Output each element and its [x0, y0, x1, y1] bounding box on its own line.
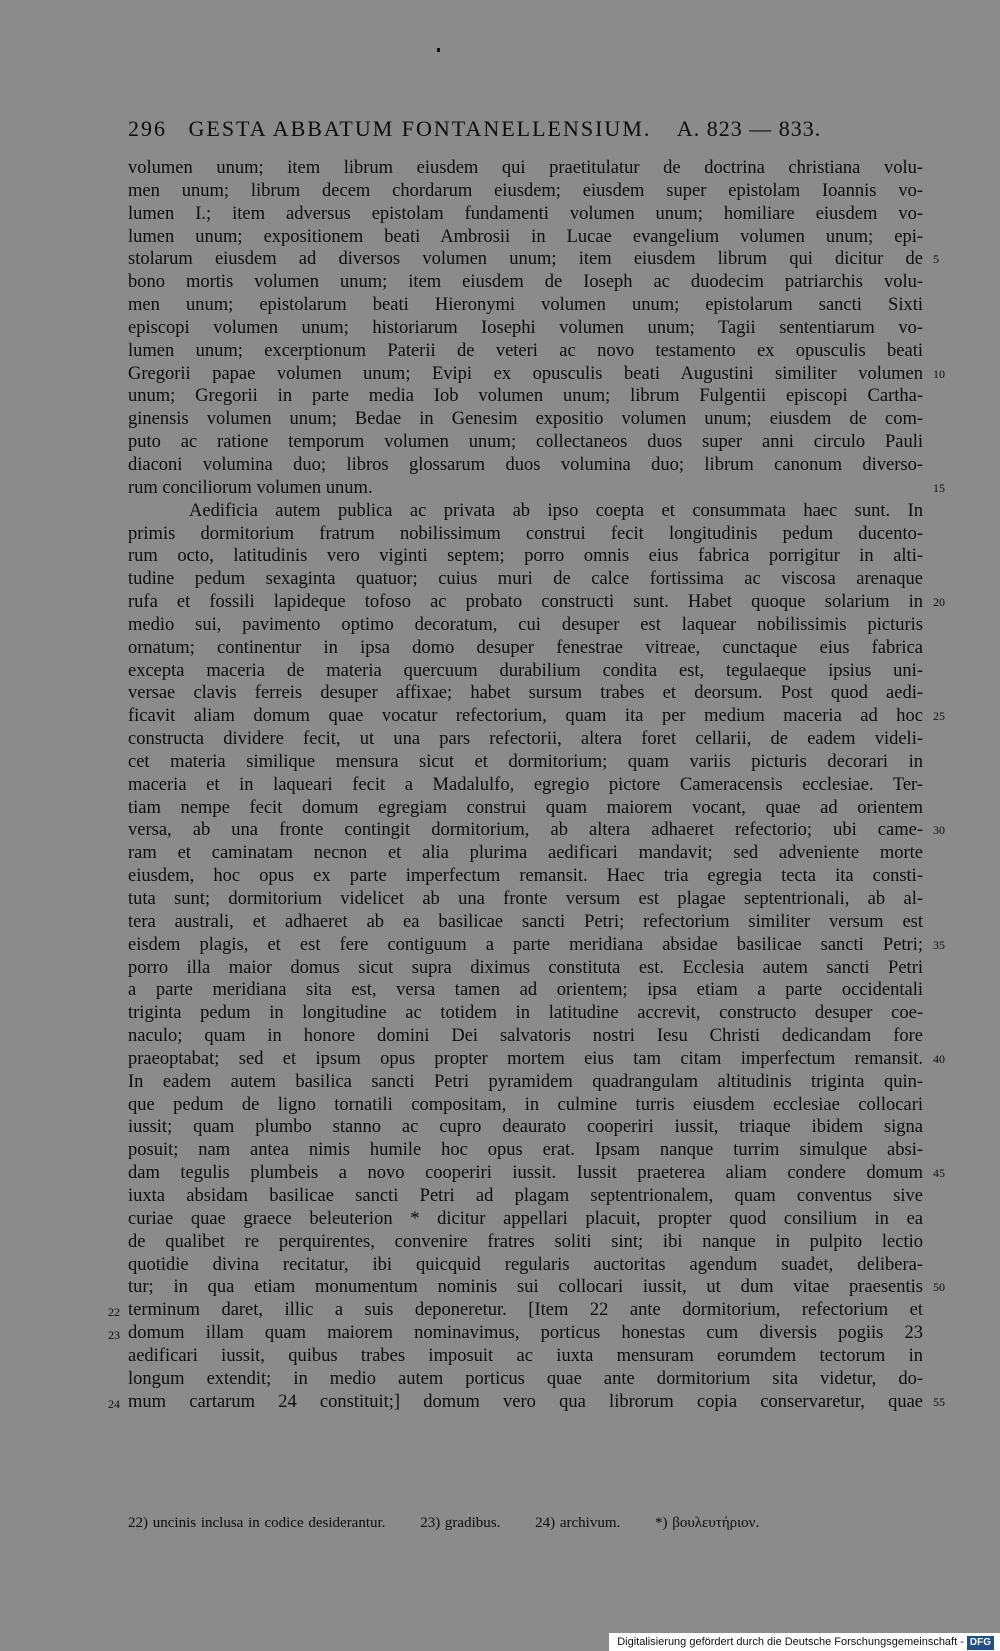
- page-number: 296: [128, 116, 167, 141]
- text-line: [128, 865, 928, 888]
- line-text: lumen unum; excerptionum Paterii de veteri ac novo testamento ex opusculis beati: [128, 340, 923, 361]
- text-line: [128, 1048, 945, 1071]
- text-line: [128, 819, 945, 842]
- line-text: terminum daret, illic a suis deponeretur. [Item 22 ante dormitorium, refectorium et: [128, 1300, 923, 1321]
- line-text: ginensis volumen unum; Bedae in Genesim expositio volumen unum; eiusdem de com-: [128, 409, 923, 430]
- text-line: [128, 1116, 928, 1139]
- footnote-23: 23) gradibus.: [420, 1515, 501, 1531]
- line-text: constructa dividere fecit, ut una pars refectorii, altera foret cellarii, de eadem videli-: [128, 729, 923, 750]
- text-line: [108, 1299, 928, 1322]
- text-line: [128, 888, 928, 911]
- text-line: [108, 1322, 928, 1345]
- line-text: domum illam quam maiorem nominavimus, porticus honestas cum diversis pogiis 23: [128, 1323, 923, 1344]
- line-text: iuxta absidam basilicae sancti Petri ad plagam septentrionalem, quam conventus sive: [128, 1185, 923, 1206]
- text-line: [128, 363, 945, 386]
- text-line: [128, 454, 928, 477]
- year-range: A. 823 — 833.: [676, 116, 822, 141]
- line-text: de qualibet re perquirentes, convenire fratres soliti sint; ibi nanque in pulpito lectio: [128, 1231, 923, 1252]
- main-text: [108, 157, 945, 1413]
- line-text: bono mortis volumen unum; item eiusdem de Ioseph ac duodecim patriarchis volu-: [128, 272, 923, 293]
- running-title: GESTA ABBATUM FONTANELLENSIUM.: [188, 116, 652, 141]
- text-line: [128, 431, 928, 454]
- line-text: tuta sunt; dormitorium videlicet ab una fronte versum est plagae septentrionali, ab al-: [128, 889, 923, 909]
- ink-speck: [437, 48, 440, 52]
- line-text: eisdem plagis, et est fere contiguum a parte meridiana absidae basilicae sancti Petri;: [128, 934, 923, 955]
- text-line: [128, 1231, 928, 1254]
- line-text: praeoptabat; sed et ipsum opus propter mortem eius tam citam imperfectum remansit.: [128, 1048, 923, 1069]
- footnote-24: 24) archivum.: [535, 1515, 621, 1531]
- text-line: [128, 842, 928, 865]
- text-line: [128, 705, 945, 728]
- line-text: ram et caminatam necnon et alia plurima aedificari mandavit; sed adveniente morte: [128, 843, 923, 864]
- dfg-logo: DFG: [967, 1636, 994, 1650]
- line-text: quotidie divina recitatur, ibi quicquid regularis auctoritas agendum suadet, delibera-: [128, 1254, 923, 1275]
- text-line: [128, 660, 928, 683]
- page-header: [128, 116, 868, 142]
- line-text: tur; in qua etiam monumentum nominis sui collocari iussit, ut dum vitae praesentis: [128, 1277, 923, 1298]
- line-text: iussit; quam plumbo stanno ac cupro deaurato cooperiri iussit, triaque ibidem signa: [128, 1117, 923, 1138]
- footnote-marker: 23: [108, 1328, 120, 1343]
- line-number: 55: [933, 1394, 945, 1409]
- line-number: 10: [933, 366, 945, 381]
- line-text: medio sui, pavimento optimo decoratum, cui desuper est laquear nobilissimis picturis: [128, 614, 923, 635]
- line-text: aedificari iussit, quibus trabes imposuit ac iuxta mensuram eorumdem tectorum in: [128, 1345, 923, 1366]
- line-text: In eadem autem basilica sancti Petri pyramidem quadrangulam altitudinis triginta quin-: [128, 1071, 923, 1092]
- line-text: posuit; nam antea nimis humile hoc opus erat. Ipsam nanque turrim simulque absi-: [128, 1140, 923, 1161]
- text-line: [128, 979, 928, 1002]
- line-number: 20: [933, 595, 945, 610]
- line-text: men unum; epistolarum beati Hieronymi volumen unum; epistolarum sancti Sixti: [128, 295, 923, 316]
- text-line: [128, 203, 928, 226]
- text-line: [128, 1208, 928, 1231]
- text-line: [128, 248, 939, 271]
- line-text: cet materia similique mensura sicut et dormitorium; quam variis picturis decorari in: [128, 751, 923, 772]
- line-text: men unum; librum decem chordarum eiusdem; eiusdem super epistolam Ioannis vo-: [128, 180, 923, 201]
- line-text: Gregorii papae volumen unum; Evipi ex opusculis beati Augustini similiter volumen: [128, 363, 923, 384]
- line-text: eiusdem, hoc opus ex parte imperfectum remansit. Haec tria egregia tecta ita consti-: [128, 866, 923, 887]
- line-text: que pedum de ligno tornatili compositam, in culmine turris eiusdem ecclesiae collocari: [128, 1094, 923, 1115]
- line-text: porro illa maior domus sicut supra diximus constituta est. Ecclesia autem sancti Petri: [128, 957, 923, 978]
- line-text: a parte meridiana sita est, versa tamen ad orientem; ipsa etiam a parte occidentali: [128, 980, 923, 1001]
- line-text: lumen I.; item adversus epistolam fundamenti volumen unum; homiliare eiusdem vo-: [128, 203, 923, 224]
- text-line: [128, 157, 928, 180]
- text-line: [128, 1368, 928, 1391]
- line-number: 5: [933, 252, 939, 267]
- line-text: versae clavis ferreis desuper affixae; habet sursum trabes et deorsum. Post quod aedi-: [128, 683, 923, 704]
- line-number: 50: [933, 1280, 945, 1295]
- text-line: [128, 591, 945, 614]
- line-text: tiam nempe fecit domum egregiam construi quam maiorem vocant, quae ad orientem: [128, 797, 923, 818]
- line-text: naculo; quam in honore domini Dei salvatoris nostri Iesu Christi dedicandam fore: [128, 1026, 923, 1047]
- dfg-credit-bar[interactable]: [609, 1633, 1000, 1651]
- line-text: diaconi volumina duo; libros glossarum duos volumina duo; librum canonum diverso-: [128, 454, 923, 475]
- text-line: [128, 500, 928, 523]
- line-number: 30: [933, 823, 945, 838]
- text-line: [128, 1002, 928, 1025]
- text-line: [128, 340, 928, 363]
- footnote-star: *) βουλευτήριον.: [654, 1515, 760, 1531]
- line-text: versa, ab una fronte contingit dormitorium, ab altera adhaeret refectorio; ubi came-: [128, 820, 923, 841]
- text-line: [128, 568, 928, 591]
- text-line: [128, 1025, 928, 1048]
- text-line: [128, 1071, 928, 1094]
- line-text: rum octo, latitudinis vero viginti septem; porro omnis eius fabrica porrigitur in alti-: [128, 546, 923, 567]
- text-line: [128, 911, 928, 934]
- text-line: [108, 1391, 945, 1414]
- line-text: curiae quae graece beleuterion * dicitur appellari placuit, propter quod consilium in ea: [128, 1208, 923, 1229]
- text-line: [128, 523, 928, 546]
- footnote-22: 22) uncinis inclusa in codice desiderantur.: [128, 1515, 386, 1531]
- footnote-marker: 24: [108, 1396, 120, 1411]
- text-line: [128, 477, 945, 500]
- text-line: [128, 934, 945, 957]
- text-line: [128, 545, 928, 568]
- line-number: 25: [933, 709, 945, 724]
- footnotes: [128, 1515, 789, 1532]
- line-text: unum; Gregorii in parte media Iob volumen unum; librum Fulgentii episcopi Cartha-: [128, 386, 923, 407]
- line-text: episcopi volumen unum; historiarum Iosephi volumen unum; Tagii sententiarum vo-: [128, 317, 923, 338]
- line-text: ornatum; continentur in ipsa domo desuper fenestrae vitreae, cunctaque eius fabrica: [128, 637, 923, 658]
- text-line: [128, 682, 928, 705]
- text-line: [128, 226, 928, 249]
- text-line: [128, 614, 928, 637]
- line-text: maceria et in laqueari fecit a Madalulfo, egregio pictore Cameracensis ecclesiae. Ter-: [128, 774, 923, 795]
- line-number: 35: [933, 937, 945, 952]
- text-line: [128, 294, 928, 317]
- text-line: [128, 1254, 928, 1277]
- text-line: [128, 1139, 928, 1162]
- text-line: [128, 1345, 928, 1368]
- text-line: [128, 797, 928, 820]
- text-line: [128, 271, 928, 294]
- dfg-credit-text[interactable]: Digitalisierung gefördert durch die Deutsche Forschungsgemeinschaft -: [617, 1636, 964, 1648]
- line-text: longum extendit; in medio autem porticus quae ante dormitorium sita videtur, do-: [128, 1368, 923, 1389]
- line-text: lumen unum; expositionem beati Ambrosii in Lucae evangelium volumen unum; epi-: [128, 226, 923, 247]
- line-number: 40: [933, 1051, 945, 1066]
- text-line: [128, 751, 928, 774]
- line-text: Aedificia autem publica ac privata ab ipso coepta et consummata haec sunt. In: [189, 500, 923, 521]
- line-text: dam tegulis plumbeis a novo cooperiri iussit. Iussit praeterea aliam condere domum: [128, 1163, 923, 1184]
- text-line: [128, 1276, 945, 1299]
- line-text: rufa et fossili lapideque tofoso ac probato constructi sunt. Habet quoque solarium in: [128, 592, 923, 613]
- footnote-marker: 22: [108, 1305, 120, 1320]
- line-text: tera australi, et adhaeret ab ea basilicae sancti Petri; refectorium similiter versum est: [128, 911, 923, 932]
- text-line: [128, 637, 928, 660]
- text-line: [128, 774, 928, 797]
- text-line: [128, 728, 928, 751]
- line-text: rum conciliorum volumen unum.: [128, 477, 373, 498]
- line-text: primis dormitorium fratrum nobilissimum construi fecit longitudinis pedum ducento-: [128, 523, 923, 544]
- line-text: tudine pedum sexaginta quatuor; cuius muri de calce fortissima ac viscosa arenaque: [128, 569, 923, 590]
- line-text: puto ac ratione temporum volumen unum; collectaneos duos super anni circulo Pauli: [128, 432, 923, 453]
- text-line: [128, 317, 928, 340]
- text-line: [128, 957, 928, 980]
- text-line: [128, 1094, 928, 1117]
- text-line: [128, 180, 928, 203]
- text-line: [128, 1185, 928, 1208]
- line-text: volumen unum; item librum eiusdem qui praetitulatur de doctrina christiana volu-: [128, 158, 923, 178]
- line-text: ficavit aliam domum quae vocatur refectorium, quam ita per medium maceria ad hoc: [128, 706, 923, 727]
- text-line: [128, 385, 928, 408]
- line-text: triginta pedum in longitudine ac totidem in latitudine accrevit, constructo desuper coe-: [128, 1003, 923, 1024]
- line-text: stolarum eiusdem ad diversos volumen unum; item eiusdem librum qui dicitur de: [128, 249, 923, 270]
- line-text: excepta maceria de materia quercuum durabilium condita est, tegulaeque ipsius uni-: [128, 660, 923, 681]
- line-number: 15: [933, 480, 945, 495]
- line-number: 45: [933, 1166, 945, 1181]
- text-line: [128, 408, 928, 431]
- text-line: [128, 1162, 945, 1185]
- line-text: mum cartarum 24 constituit;] domum vero qua librorum copia conservaretur, quae: [128, 1391, 923, 1412]
